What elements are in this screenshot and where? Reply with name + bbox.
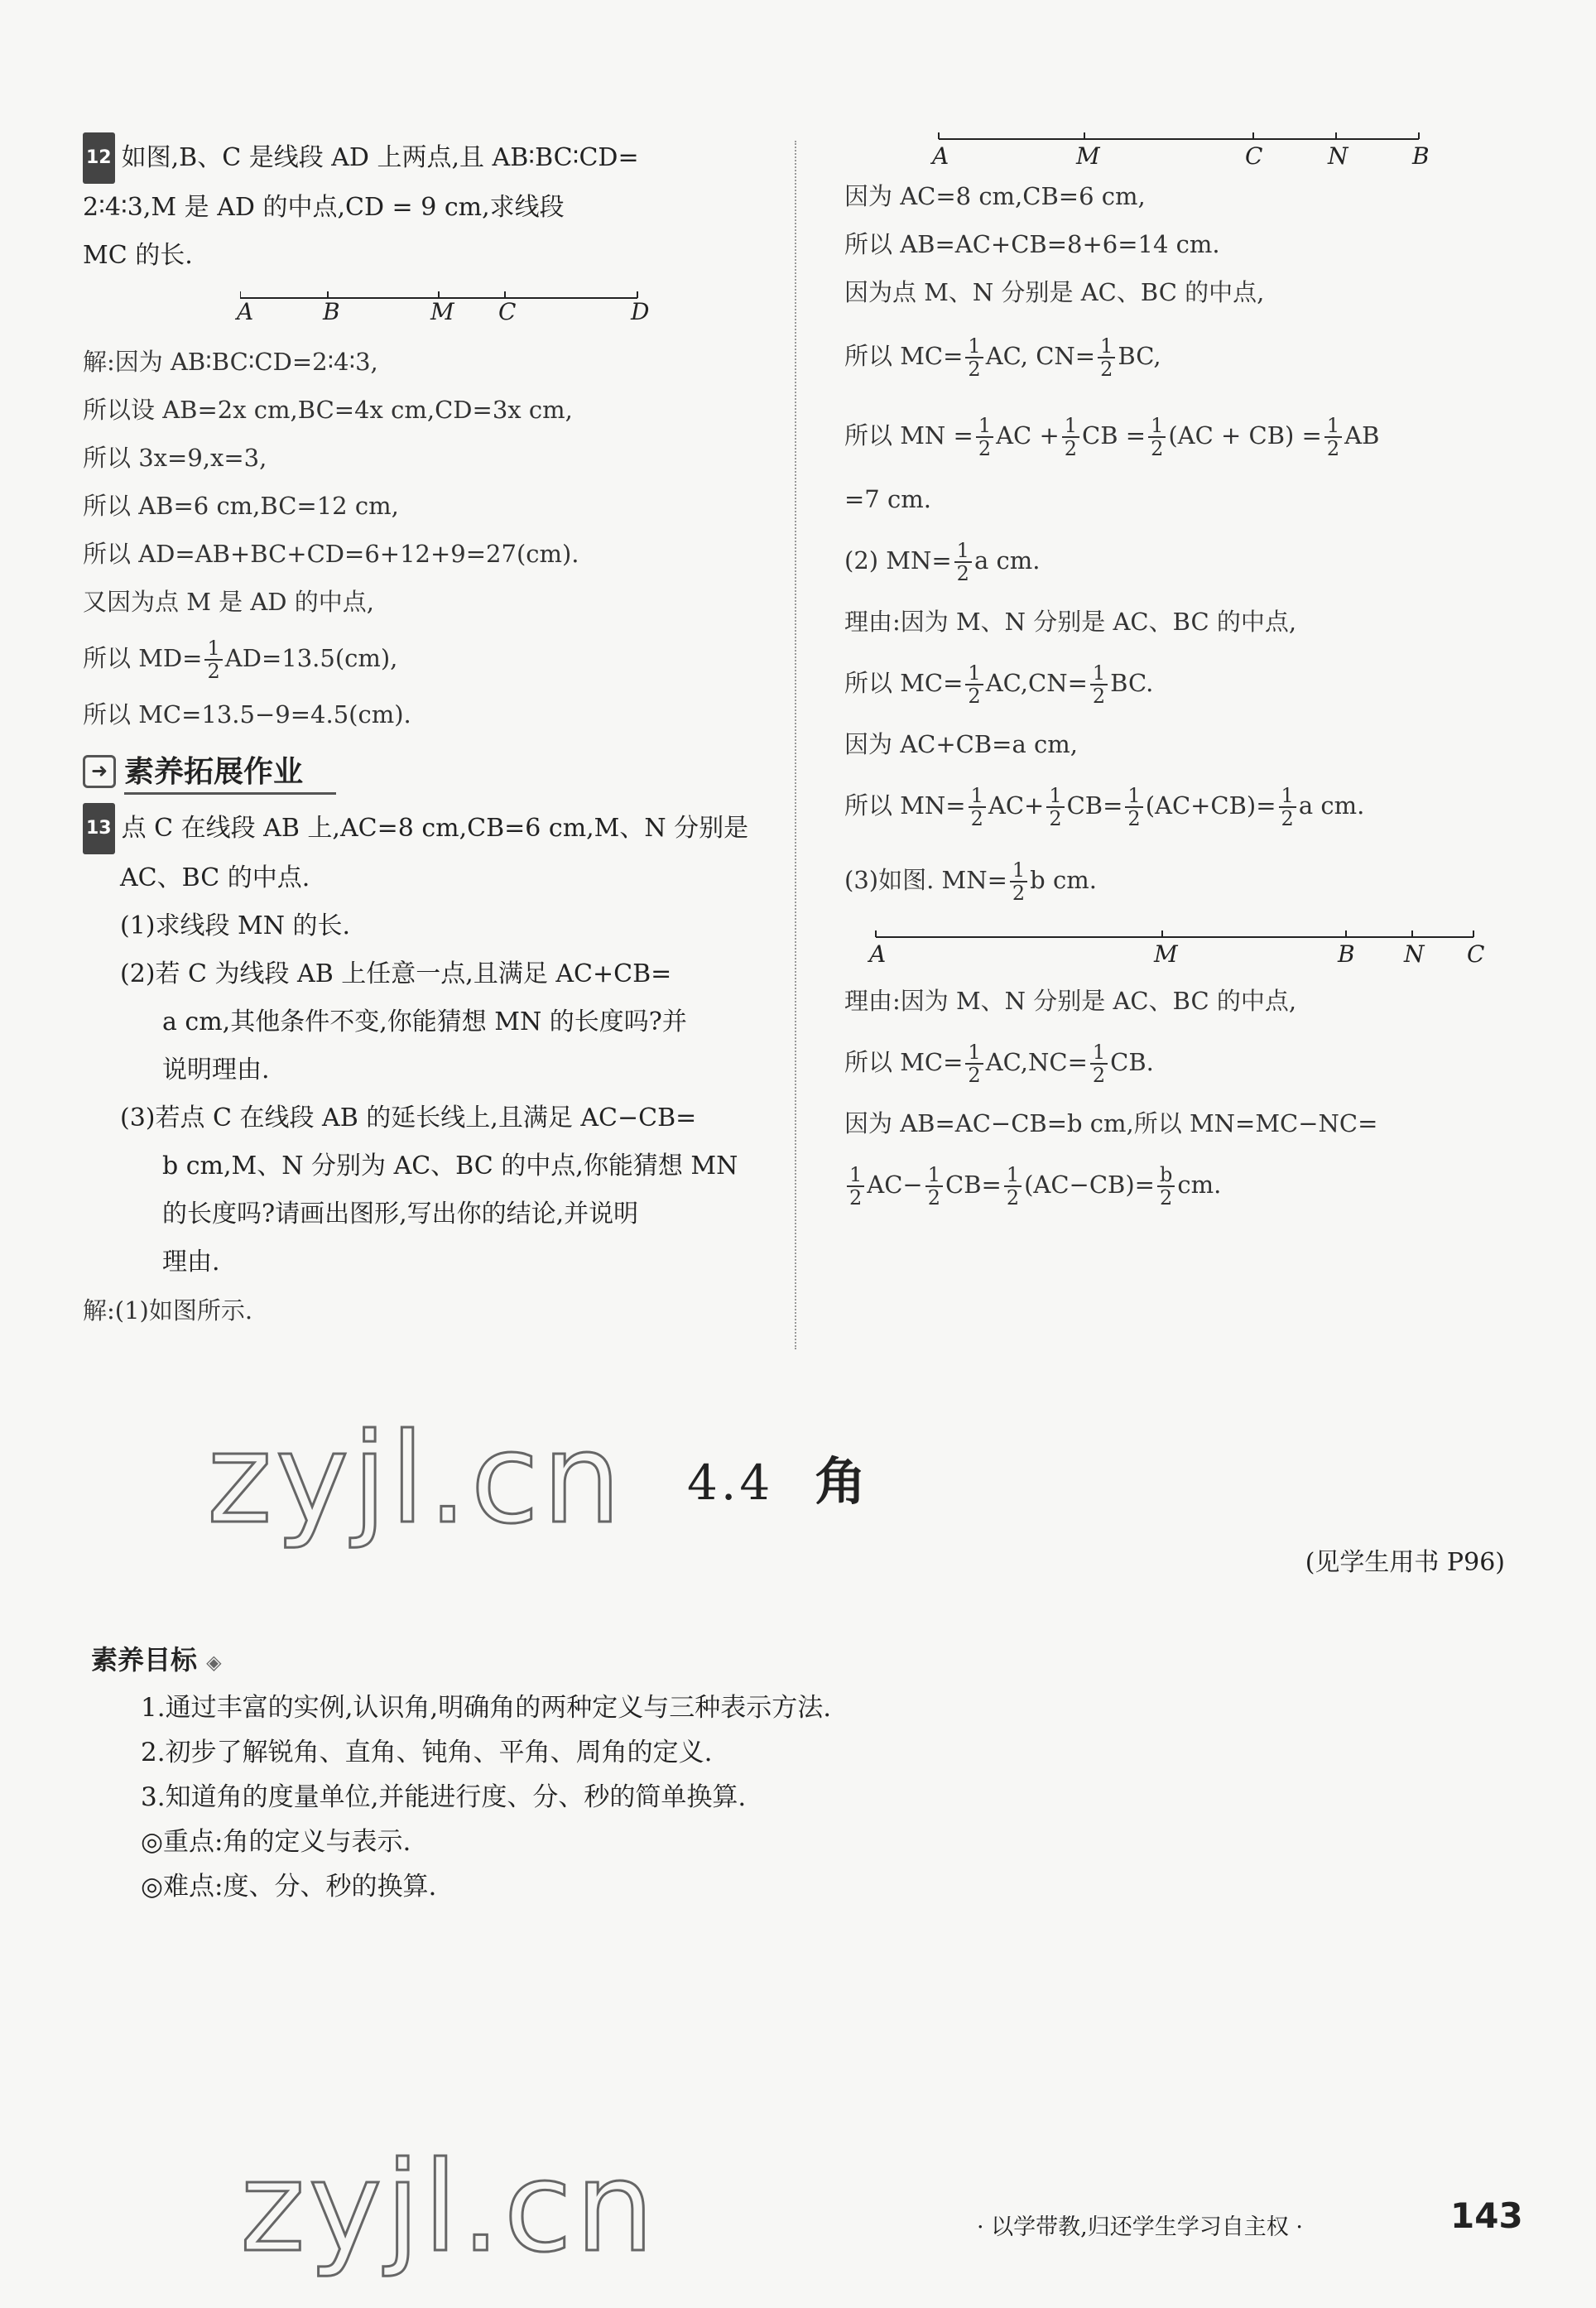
sol-line-mc2: 所以 MC= $\frac{1}{2}$ AC,CN= $\frac{1}{2}$ BC.	[844, 661, 1154, 708]
point-label: C	[1467, 940, 1485, 968]
fraction: $\frac{1}{2}$	[1148, 415, 1166, 459]
point-label: B	[1412, 142, 1430, 170]
point-label: B	[1338, 940, 1355, 968]
footer-slogan: · 以学带教,归还学生学习自主权 ·	[977, 2214, 1303, 2240]
q12-sol-line: 所以 AB=6 cm,BC=12 cm,	[83, 492, 399, 520]
watermark: zyjl.cn	[207, 1407, 625, 1551]
fraction: $\frac{1}{2}$	[1098, 335, 1115, 380]
sol-line: 因为 AB=AC−CB=b cm,所以 MN=MC−NC=	[844, 1109, 1378, 1137]
point-label: M	[1076, 142, 1100, 170]
fraction: $\frac{1}{2}$	[976, 415, 993, 459]
q13-part1: (1)求线段 MN 的长.	[120, 911, 351, 940]
fraction: $\frac{1}{2}$	[1324, 415, 1342, 459]
fraction: $\frac{1}{2}$	[925, 1164, 943, 1209]
fraction: $\frac{1}{2}$	[965, 1041, 983, 1086]
section-title: 角	[815, 1451, 870, 1512]
point-label: M	[430, 298, 454, 325]
right-column	[844, 132, 1523, 1222]
point-label: C	[1245, 142, 1263, 170]
point-label: A	[932, 142, 949, 170]
sol-line-mn: 所以 MN = $\frac{1}{2}$ AC + $\frac{1}{2}$ CB = $\frac{1}{2}$ (AC + CB) = $\frac{1}{2}$ AB	[844, 414, 1380, 460]
sol-line: 因为 AC+CB=a cm,	[844, 730, 1078, 758]
section-heading	[687, 1440, 869, 1514]
fraction: $\frac{1}{2}$	[847, 1164, 864, 1209]
goals-title: 素养目标 ◈	[91, 1644, 222, 1676]
point-label: N	[1404, 940, 1425, 968]
q13-part3: (3)若点 C 在线段 AB 的延长线上,且满足 AC−CB=	[120, 1104, 697, 1132]
q13-line1: 13 点 C 在线段 AB 上,AC=8 cm,CB=6 cm,M、N 分别是	[83, 803, 778, 854]
q12-number: 12	[83, 132, 115, 184]
point-label: A	[869, 940, 887, 968]
q12-line3: MC 的长.	[83, 241, 193, 270]
arrow-right-icon: ➜	[83, 755, 116, 788]
segment-line	[844, 922, 1507, 942]
q12-sol-line: 又因为点 M 是 AD 的中点,	[83, 588, 374, 616]
q12-sol-line: 解:因为 AB∶BC∶CD=2∶4∶3,	[83, 348, 378, 376]
point-label: N	[1328, 142, 1348, 170]
q13-part2: a cm,其他条件不变,你能猜想 MN 的长度吗?并	[162, 1007, 687, 1036]
sol-line-part3: (3)如图. MN= $\frac{1}{2}$ b cm.	[844, 858, 1097, 905]
sol-line-final: $\frac{1}{2}$ AC− $\frac{1}{2}$ CB= $\frac{1}{2}$ (AC−CB)= $\frac{b}{2}$ cm.	[844, 1147, 1523, 1222]
point-label: A	[237, 298, 254, 325]
fraction: $\frac{1}{2}$	[1125, 785, 1142, 829]
page-number: 143	[1450, 2195, 1523, 2236]
section-number: 4.4	[687, 1455, 774, 1511]
q12-sol-line: 所以 3x=9,x=3,	[83, 444, 267, 472]
point-label: B	[323, 298, 340, 325]
q12-segment-figure	[237, 280, 737, 338]
q13-number: 13	[83, 803, 115, 854]
q12-final-line: 所以 MC=13.5−9=4.5(cm).	[83, 700, 411, 728]
sol-line-mc3: 所以 MC= $\frac{1}{2}$ AC,NC= $\frac{1}{2}$ CB.	[844, 1041, 1154, 1087]
fraction: $\frac{1}{2}$	[965, 335, 983, 380]
q12-md-line: 所以 MD= $\frac{1}{2}$ AD=13.5(cm),	[83, 637, 398, 683]
sol-line: =7 cm.	[844, 485, 931, 513]
sol-line: 因为点 M、N 分别是 AC、BC 的中点,	[844, 278, 1265, 306]
diamond-icon: ◈	[206, 1651, 222, 1674]
q12-sol-line: 所以设 AB=2x cm,BC=4x cm,CD=3x cm,	[83, 396, 573, 424]
fraction: $\frac{1}{2}$	[969, 785, 986, 829]
goal-item: 3.知道角的度量单位,并能进行度、分、秒的简单换算.	[141, 1782, 747, 1812]
segment-line	[240, 280, 737, 305]
q13-solution-start: 解:(1)如图所示.	[83, 1296, 253, 1325]
fraction: $\frac{1}{2}$	[954, 540, 972, 584]
left-column	[83, 132, 778, 1334]
fraction: $\frac{1}{2}$	[965, 662, 983, 707]
fraction: $\frac{1}{2}$	[1090, 1041, 1108, 1086]
q13-part3: 理由.	[162, 1248, 220, 1277]
reference-note: (见学生用书 P96)	[1305, 1548, 1505, 1577]
sol-line: 因为 AC=8 cm,CB=6 cm,	[844, 182, 1146, 210]
fraction: $\frac{1}{2}$	[1062, 415, 1079, 459]
q13-line2: AC、BC 的中点.	[120, 863, 310, 892]
goal-item: 2.初步了解锐角、直角、钝角、平角、周角的定义.	[141, 1738, 713, 1767]
q13-figure-2	[844, 922, 1507, 977]
point-label: D	[631, 298, 650, 325]
fraction: $\frac{1}{2}$	[1046, 785, 1064, 829]
sol-line-part2: (2) MN= $\frac{1}{2}$ a cm.	[844, 539, 1041, 585]
fraction: $\frac{1}{2}$	[1090, 662, 1108, 707]
goal-item: ◎难点:度、分、秒的换算.	[141, 1872, 437, 1902]
sol-line-mc: 所以 MC= $\frac{1}{2}$ AC, CN= $\frac{1}{2}$ BC,	[844, 334, 1161, 381]
column-divider	[795, 141, 796, 1349]
fraction: $\frac{1}{2}$	[204, 637, 222, 682]
learning-goals	[91, 1639, 1498, 1909]
q13-figure-1	[932, 124, 1449, 172]
goal-item: ◎重点:角的定义与表示.	[141, 1827, 411, 1857]
fraction: $\frac{1}{2}$	[1279, 785, 1296, 829]
watermark: zyjl.cn	[240, 2136, 658, 2280]
q12-sol-line: 所以 AD=AB+BC+CD=6+12+9=27(cm).	[83, 540, 579, 568]
q13-part2: (2)若 C 为线段 AB 上任意一点,且满足 AC+CB=	[120, 959, 672, 988]
segment-line	[935, 124, 1449, 144]
fraction: $\frac{1}{2}$	[1010, 859, 1027, 904]
q13-part3: b cm,M、N 分别为 AC、BC 的中点,你能猜想 MN	[162, 1152, 738, 1180]
fraction: $\frac{b}{2}$	[1157, 1164, 1175, 1209]
goal-item: 1.通过丰富的实例,认识角,明确角的两种定义与三种表示方法.	[141, 1693, 832, 1723]
section-title: 素养拓展作业	[124, 748, 336, 795]
sol-line-mn2: 所以 MN= $\frac{1}{2}$ AC+ $\frac{1}{2}$ CB= $\frac{1}{2}$ (AC+CB)= $\frac{1}{2}$ a cm.	[844, 784, 1365, 830]
fraction: $\frac{1}{2}$	[1004, 1164, 1022, 1209]
sol-line: 所以 AB=AC+CB=8+6=14 cm.	[844, 230, 1220, 258]
q13-part2: 说明理由.	[162, 1055, 270, 1084]
section-header	[83, 747, 778, 796]
point-label: C	[498, 298, 517, 325]
q13-part3: 的长度吗?请画出图形,写出你的结论,并说明	[162, 1200, 639, 1229]
q12-line2: 2∶4∶3,M 是 AD 的中点,CD = 9 cm,求线段	[83, 193, 565, 222]
sol-line: 理由:因为 M、N 分别是 AC、BC 的中点,	[844, 608, 1297, 636]
q12-line1: 12 如图,B、C 是线段 AD 上两点,且 AB∶BC∶CD=	[83, 132, 778, 184]
point-label: M	[1154, 940, 1178, 968]
sol-line: 理由:因为 M、N 分别是 AC、BC 的中点,	[844, 987, 1297, 1015]
